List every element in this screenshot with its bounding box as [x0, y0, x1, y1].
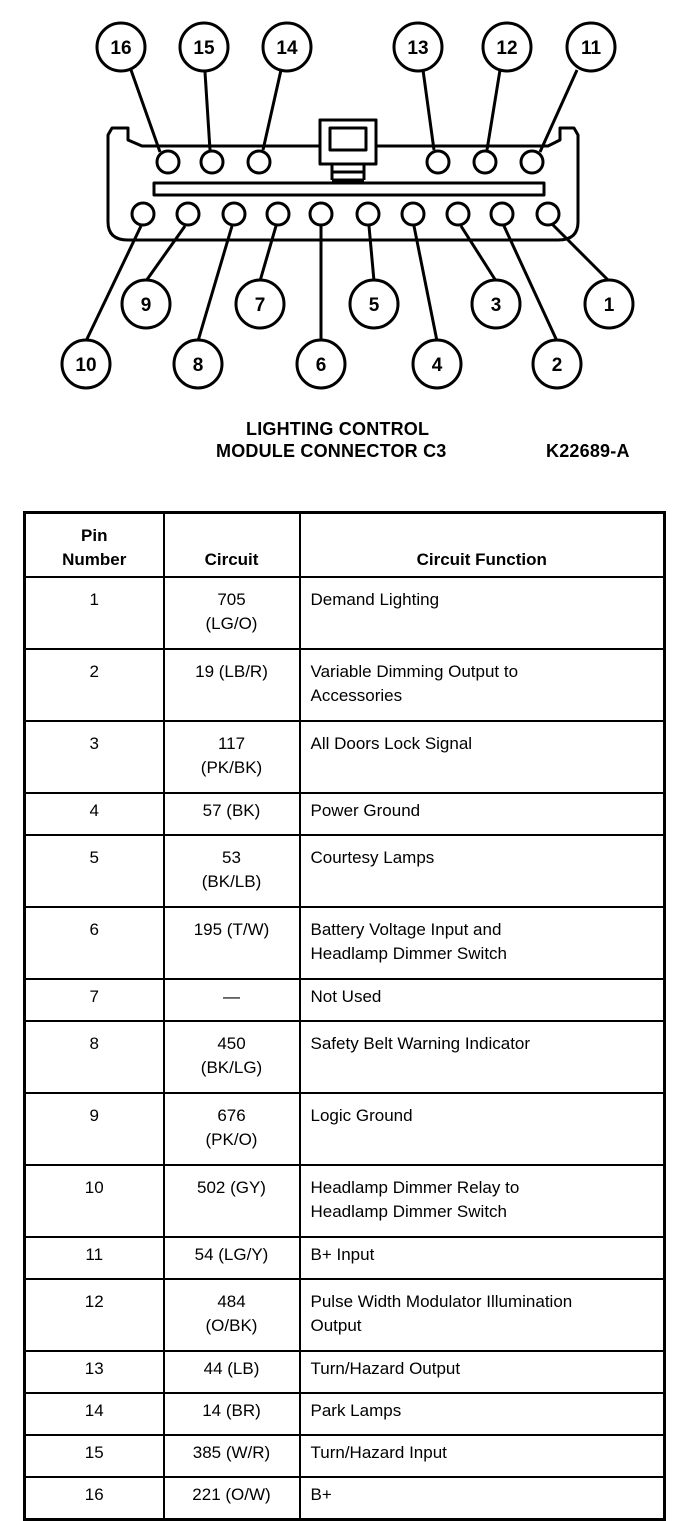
pin-number: 3 [25, 721, 164, 793]
circuit-function-continued: Accessories [310, 686, 403, 705]
circuit-number: 484 [217, 1292, 246, 1311]
circuit-number: 502 (GY) [197, 1178, 266, 1197]
table-row [25, 1477, 665, 1520]
circuit-number: 44 (LB) [203, 1359, 260, 1378]
circuit-function: B+ [310, 1485, 332, 1504]
cavity-9 [177, 203, 199, 225]
circuit-function-cell [300, 907, 665, 979]
callout-15: 15 [193, 38, 215, 59]
table-row [25, 979, 665, 1021]
cavity-1 [537, 203, 559, 225]
table-row [25, 577, 665, 649]
circuit-cell [164, 1165, 300, 1237]
cavity-11 [521, 151, 543, 173]
circuit-number: 19 (LB/R) [195, 662, 268, 681]
callout-7: 7 [254, 295, 266, 316]
circuit-number: 57 (BK) [202, 801, 261, 820]
circuit-function-cell [300, 979, 665, 1021]
circuit-function-cell [300, 1477, 665, 1520]
pin-number: 2 [25, 649, 164, 721]
circuit-function-cell [300, 1165, 665, 1237]
pin-number: 10 [25, 1165, 164, 1237]
connector-diagram [0, 0, 688, 400]
cavity-7 [267, 203, 289, 225]
circuit-cell [164, 907, 300, 979]
callout-16: 16 [110, 38, 132, 59]
circuit-function-cell [300, 1021, 665, 1093]
header-pin [25, 513, 164, 578]
pin-number: 7 [25, 979, 164, 1021]
circuit-number: 705 [217, 590, 246, 609]
cavity-8 [223, 203, 245, 225]
pin-number: 16 [25, 1477, 164, 1520]
callout-2: 2 [551, 355, 563, 376]
table-row [25, 1393, 665, 1435]
circuit-cell [164, 649, 300, 721]
cavity-2 [491, 203, 513, 225]
figure-code: K22689-A [546, 441, 630, 461]
cavity-5 [357, 203, 379, 225]
cavity-12 [474, 151, 496, 173]
circuit-function-continued: Output [310, 1316, 362, 1335]
callout-4: 4 [431, 355, 443, 376]
pin-table [23, 511, 666, 1521]
circuit-wire-color: (O/BK) [205, 1316, 258, 1335]
header-circuit: Circuit [164, 513, 300, 578]
circuit-cell [164, 979, 300, 1021]
circuit-function: Pulse Width Modulator Illumination [310, 1292, 573, 1311]
circuit-function: Variable Dimming Output to [310, 662, 519, 681]
cavity-4 [402, 203, 424, 225]
circuit-wire-color: (PK/BK) [200, 758, 263, 777]
circuit-number: 54 (LG/Y) [194, 1245, 269, 1264]
header-function: Circuit Function [300, 513, 665, 578]
circuit-number: 117 [217, 734, 246, 753]
pin-number: 11 [25, 1237, 164, 1279]
circuit-function: Safety Belt Warning Indicator [310, 1034, 531, 1053]
circuit-wire-color: (LG/O) [205, 614, 258, 633]
circuit-function: Logic Ground [310, 1106, 413, 1125]
cavity-13 [427, 151, 449, 173]
circuit-function-cell [300, 1237, 665, 1279]
cavity-16 [157, 151, 179, 173]
callout-10: 10 [75, 355, 97, 376]
circuit-function-continued: Headlamp Dimmer Switch [310, 1202, 507, 1221]
table-row [25, 649, 665, 721]
circuit-function: All Doors Lock Signal [310, 734, 473, 753]
circuit-function: Demand Lighting [310, 590, 440, 609]
circuit-cell [164, 577, 300, 649]
circuit-function-cell [300, 1393, 665, 1435]
callout-12: 12 [496, 38, 518, 59]
header-pin-line2: Number [62, 550, 127, 569]
circuit-wire-color: (BK/LB) [201, 872, 262, 891]
diagram-title-line2: MODULE CONNECTOR C3 [216, 441, 447, 461]
callout-6: 6 [315, 355, 327, 376]
table-row [25, 1165, 665, 1237]
circuit-function-continued: Headlamp Dimmer Switch [310, 944, 507, 963]
table-row [25, 1021, 665, 1093]
table-row [25, 1279, 665, 1351]
circuit-function-cell [300, 577, 665, 649]
circuit-cell [164, 1477, 300, 1520]
pin-number: 13 [25, 1351, 164, 1393]
connector-key-bar [154, 183, 544, 195]
circuit-function-cell [300, 1435, 665, 1477]
header-pin-line1: Pin [81, 526, 108, 545]
circuit-number: 14 (BR) [202, 1401, 261, 1420]
circuit-number: 385 (W/R) [192, 1443, 271, 1462]
circuit-cell [164, 1237, 300, 1279]
cavity-6 [310, 203, 332, 225]
callout-3: 3 [490, 295, 502, 316]
callout-5: 5 [368, 295, 380, 316]
circuit-cell [164, 1351, 300, 1393]
table-row [25, 793, 665, 835]
circuit-function-cell [300, 1351, 665, 1393]
circuit-function: B+ Input [310, 1245, 375, 1264]
pin-number: 6 [25, 907, 164, 979]
pin-number: 4 [25, 793, 164, 835]
table-row [25, 1351, 665, 1393]
callout-11: 11 [580, 38, 602, 59]
callout-8: 8 [192, 355, 204, 376]
callout-1: 1 [603, 295, 615, 316]
circuit-function: Park Lamps [310, 1401, 402, 1420]
circuit-number: 221 (O/W) [192, 1485, 271, 1504]
circuit-number: 676 [217, 1106, 246, 1125]
diagram-title-line1: LIGHTING CONTROL [246, 419, 430, 439]
circuit-wire-color: (BK/LG) [200, 1058, 263, 1077]
pin-number: 12 [25, 1279, 164, 1351]
callout-9: 9 [140, 295, 152, 316]
cavity-3 [447, 203, 469, 225]
circuit-number: — [223, 987, 240, 1006]
pin-number: 9 [25, 1093, 164, 1165]
pin-number: 14 [25, 1393, 164, 1435]
cavity-14 [248, 151, 270, 173]
table-row [25, 835, 665, 907]
circuit-cell [164, 1393, 300, 1435]
table-row [25, 1237, 665, 1279]
table-header-row [25, 513, 665, 578]
circuit-cell [164, 835, 300, 907]
cavity-15 [201, 151, 223, 173]
circuit-function: Courtesy Lamps [310, 848, 435, 867]
circuit-function: Power Ground [310, 801, 421, 820]
circuit-number: 53 [222, 848, 241, 867]
circuit-function: Not Used [310, 987, 382, 1006]
circuit-function-cell [300, 835, 665, 907]
circuit-cell [164, 1021, 300, 1093]
pin-number: 8 [25, 1021, 164, 1093]
pin-number: 5 [25, 835, 164, 907]
circuit-function-cell [300, 721, 665, 793]
circuit-function-cell [300, 1279, 665, 1351]
pin-number: 1 [25, 577, 164, 649]
circuit-cell [164, 793, 300, 835]
circuit-number: 450 [217, 1034, 246, 1053]
circuit-cell [164, 1093, 300, 1165]
pin-number: 15 [25, 1435, 164, 1477]
circuit-cell [164, 721, 300, 793]
circuit-function: Turn/Hazard Output [310, 1359, 461, 1378]
circuit-function: Turn/Hazard Input [310, 1443, 447, 1462]
table-row [25, 907, 665, 979]
circuit-number: 195 (T/W) [193, 920, 270, 939]
callout-13: 13 [407, 38, 429, 59]
table-row [25, 1093, 665, 1165]
circuit-function-cell [300, 1093, 665, 1165]
cavity-10 [132, 203, 154, 225]
circuit-cell [164, 1435, 300, 1477]
circuit-function: Battery Voltage Input and [310, 920, 502, 939]
circuit-function-cell [300, 793, 665, 835]
table-row [25, 1435, 665, 1477]
circuit-wire-color: (PK/O) [205, 1130, 258, 1149]
circuit-cell [164, 1279, 300, 1351]
circuit-function: Headlamp Dimmer Relay to [310, 1178, 520, 1197]
callout-14: 14 [276, 38, 298, 59]
table-row [25, 721, 665, 793]
circuit-function-cell [300, 649, 665, 721]
